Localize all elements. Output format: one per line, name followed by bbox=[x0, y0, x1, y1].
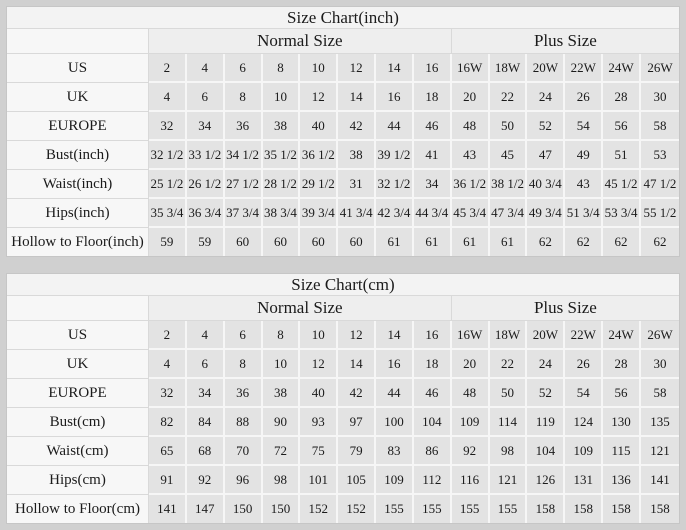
row-label: EUROPE bbox=[7, 112, 149, 141]
row-label: US bbox=[7, 321, 149, 350]
size-cell: 68 bbox=[187, 437, 225, 466]
size-cell: 32 bbox=[149, 379, 187, 408]
size-cell: 10 bbox=[263, 350, 301, 379]
size-cell: 41 3/4 bbox=[338, 199, 376, 228]
size-cell: 34 bbox=[187, 112, 225, 141]
group-header-row bbox=[7, 29, 679, 54]
row-label: Hollow to Floor(inch) bbox=[7, 228, 149, 256]
size-cell: 34 bbox=[187, 379, 225, 408]
size-cell: 62 bbox=[603, 228, 641, 256]
table-row bbox=[7, 199, 679, 228]
table-row bbox=[7, 466, 679, 495]
size-cell: 24W bbox=[603, 54, 641, 83]
table-row bbox=[7, 321, 679, 350]
size-cell: 155 bbox=[414, 495, 452, 523]
size-cell: 16 bbox=[376, 83, 414, 112]
size-cell: 44 3/4 bbox=[414, 199, 452, 228]
size-cell: 30 bbox=[641, 83, 679, 112]
size-cell: 18 bbox=[414, 350, 452, 379]
size-cell: 6 bbox=[187, 350, 225, 379]
group-header: Normal Size bbox=[149, 296, 452, 321]
size-cell: 112 bbox=[414, 466, 452, 495]
size-cell: 37 3/4 bbox=[225, 199, 263, 228]
size-cell: 4 bbox=[187, 54, 225, 83]
size-cell: 59 bbox=[149, 228, 187, 256]
size-cell: 36 1/2 bbox=[452, 170, 490, 199]
size-cell: 61 bbox=[490, 228, 528, 256]
size-cell: 36 bbox=[225, 112, 263, 141]
size-cell: 24 bbox=[527, 350, 565, 379]
size-cell: 121 bbox=[641, 437, 679, 466]
size-cell: 62 bbox=[641, 228, 679, 256]
size-cell: 35 1/2 bbox=[263, 141, 301, 170]
row-label: Hips(cm) bbox=[7, 466, 149, 495]
size-cell: 98 bbox=[490, 437, 528, 466]
size-cell: 158 bbox=[603, 495, 641, 523]
size-cell: 141 bbox=[149, 495, 187, 523]
table-row bbox=[7, 228, 679, 256]
size-cell: 59 bbox=[187, 228, 225, 256]
size-cell: 61 bbox=[376, 228, 414, 256]
size-cell: 35 3/4 bbox=[149, 199, 187, 228]
size-cell: 24W bbox=[603, 321, 641, 350]
size-cell: 10 bbox=[263, 83, 301, 112]
size-cell: 8 bbox=[225, 350, 263, 379]
size-cell: 48 bbox=[452, 112, 490, 141]
size-cell: 14 bbox=[338, 350, 376, 379]
size-cell: 12 bbox=[338, 321, 376, 350]
size-cell: 51 bbox=[603, 141, 641, 170]
size-cell: 31 bbox=[338, 170, 376, 199]
table-row bbox=[7, 112, 679, 141]
table-row bbox=[7, 170, 679, 199]
size-cell: 55 1/2 bbox=[641, 199, 679, 228]
size-cell: 12 bbox=[338, 54, 376, 83]
size-cell: 105 bbox=[338, 466, 376, 495]
table-row bbox=[7, 437, 679, 466]
table-row bbox=[7, 141, 679, 170]
size-cell: 12 bbox=[300, 83, 338, 112]
size-cell: 158 bbox=[641, 495, 679, 523]
size-cell: 18W bbox=[490, 321, 528, 350]
size-cell: 20W bbox=[527, 321, 565, 350]
size-cell: 109 bbox=[565, 437, 603, 466]
table-title: Size Chart(inch) bbox=[7, 7, 679, 29]
size-cell: 150 bbox=[263, 495, 301, 523]
size-cell: 50 bbox=[490, 379, 528, 408]
size-cell: 16 bbox=[376, 350, 414, 379]
size-cell: 92 bbox=[452, 437, 490, 466]
size-cell: 56 bbox=[603, 379, 641, 408]
size-cell: 88 bbox=[225, 408, 263, 437]
size-chart-cm bbox=[6, 273, 680, 524]
size-cell: 155 bbox=[376, 495, 414, 523]
size-cell: 47 3/4 bbox=[490, 199, 528, 228]
size-cell: 38 bbox=[338, 141, 376, 170]
size-cell: 47 bbox=[527, 141, 565, 170]
size-cell: 20 bbox=[452, 83, 490, 112]
size-cell: 60 bbox=[225, 228, 263, 256]
table-row bbox=[7, 379, 679, 408]
size-cell: 46 bbox=[414, 379, 452, 408]
size-cell: 2 bbox=[149, 321, 187, 350]
size-cell: 16W bbox=[452, 54, 490, 83]
size-cell: 90 bbox=[263, 408, 301, 437]
size-cell: 28 bbox=[603, 350, 641, 379]
row-label: US bbox=[7, 54, 149, 83]
size-cell: 18W bbox=[490, 54, 528, 83]
size-cell: 104 bbox=[414, 408, 452, 437]
size-cell: 39 1/2 bbox=[376, 141, 414, 170]
table-row bbox=[7, 495, 679, 523]
size-cell: 24 bbox=[527, 83, 565, 112]
size-cell: 124 bbox=[565, 408, 603, 437]
size-cell: 114 bbox=[490, 408, 528, 437]
size-cell: 32 bbox=[149, 112, 187, 141]
size-cell: 27 1/2 bbox=[225, 170, 263, 199]
size-cell: 61 bbox=[414, 228, 452, 256]
size-chart-table bbox=[6, 6, 680, 257]
size-cell: 28 1/2 bbox=[263, 170, 301, 199]
size-cell: 38 bbox=[263, 379, 301, 408]
size-cell: 62 bbox=[527, 228, 565, 256]
corner-cell bbox=[7, 29, 149, 54]
size-cell: 53 bbox=[641, 141, 679, 170]
size-cell: 130 bbox=[603, 408, 641, 437]
row-label: Hollow to Floor(cm) bbox=[7, 495, 149, 523]
size-cell: 135 bbox=[641, 408, 679, 437]
size-cell: 75 bbox=[300, 437, 338, 466]
size-cell: 16W bbox=[452, 321, 490, 350]
size-cell: 152 bbox=[338, 495, 376, 523]
size-cell: 116 bbox=[452, 466, 490, 495]
size-cell: 92 bbox=[187, 466, 225, 495]
group-header-row bbox=[7, 296, 679, 321]
size-cell: 121 bbox=[490, 466, 528, 495]
size-cell: 14 bbox=[338, 83, 376, 112]
size-cell: 158 bbox=[565, 495, 603, 523]
size-cell: 42 3/4 bbox=[376, 199, 414, 228]
size-cell: 25 1/2 bbox=[149, 170, 187, 199]
size-cell: 49 3/4 bbox=[527, 199, 565, 228]
table-row bbox=[7, 83, 679, 112]
size-cell: 26 bbox=[565, 83, 603, 112]
size-cell: 46 bbox=[414, 112, 452, 141]
size-cell: 86 bbox=[414, 437, 452, 466]
size-cell: 38 1/2 bbox=[490, 170, 528, 199]
table-title: Size Chart(cm) bbox=[7, 274, 679, 296]
size-cell: 101 bbox=[300, 466, 338, 495]
size-cell: 44 bbox=[376, 112, 414, 141]
size-cell: 83 bbox=[376, 437, 414, 466]
size-cell: 36 1/2 bbox=[300, 141, 338, 170]
size-cell: 8 bbox=[263, 321, 301, 350]
size-cell: 18 bbox=[414, 83, 452, 112]
size-cell: 42 bbox=[338, 379, 376, 408]
size-cell: 22 bbox=[490, 83, 528, 112]
size-cell: 93 bbox=[300, 408, 338, 437]
row-label: Bust(cm) bbox=[7, 408, 149, 437]
size-cell: 42 bbox=[338, 112, 376, 141]
size-cell: 16 bbox=[414, 321, 452, 350]
size-cell: 109 bbox=[452, 408, 490, 437]
size-cell: 50 bbox=[490, 112, 528, 141]
size-cell: 70 bbox=[225, 437, 263, 466]
size-chart-table bbox=[6, 273, 680, 524]
size-cell: 131 bbox=[565, 466, 603, 495]
size-cell: 109 bbox=[376, 466, 414, 495]
row-label: EUROPE bbox=[7, 379, 149, 408]
title-row bbox=[7, 274, 679, 296]
size-cell: 43 bbox=[565, 170, 603, 199]
size-cell: 20W bbox=[527, 54, 565, 83]
size-cell: 49 bbox=[565, 141, 603, 170]
size-cell: 34 bbox=[414, 170, 452, 199]
size-cell: 36 bbox=[225, 379, 263, 408]
size-cell: 26 bbox=[565, 350, 603, 379]
size-cell: 62 bbox=[565, 228, 603, 256]
size-chart-inch bbox=[6, 6, 680, 257]
row-label: Waist(inch) bbox=[7, 170, 149, 199]
group-header: Normal Size bbox=[149, 29, 452, 54]
size-cell: 26W bbox=[641, 54, 679, 83]
row-label: Hips(inch) bbox=[7, 199, 149, 228]
size-cell: 150 bbox=[225, 495, 263, 523]
size-cell: 65 bbox=[149, 437, 187, 466]
size-cell: 79 bbox=[338, 437, 376, 466]
size-cell: 58 bbox=[641, 112, 679, 141]
size-cell: 58 bbox=[641, 379, 679, 408]
size-cell: 12 bbox=[300, 350, 338, 379]
size-cell: 52 bbox=[527, 379, 565, 408]
size-cell: 4 bbox=[149, 83, 187, 112]
size-cell: 38 3/4 bbox=[263, 199, 301, 228]
size-cell: 136 bbox=[603, 466, 641, 495]
size-cell: 14 bbox=[376, 321, 414, 350]
size-cell: 60 bbox=[338, 228, 376, 256]
size-cell: 45 bbox=[490, 141, 528, 170]
size-cell: 45 3/4 bbox=[452, 199, 490, 228]
row-label: UK bbox=[7, 83, 149, 112]
size-cell: 6 bbox=[225, 54, 263, 83]
size-cell: 10 bbox=[300, 54, 338, 83]
size-cell: 10 bbox=[300, 321, 338, 350]
size-cell: 44 bbox=[376, 379, 414, 408]
size-cell: 126 bbox=[527, 466, 565, 495]
size-cell: 4 bbox=[187, 321, 225, 350]
size-cell: 100 bbox=[376, 408, 414, 437]
size-cell: 141 bbox=[641, 466, 679, 495]
row-label: Bust(inch) bbox=[7, 141, 149, 170]
row-label: Waist(cm) bbox=[7, 437, 149, 466]
size-cell: 22W bbox=[565, 54, 603, 83]
row-label: UK bbox=[7, 350, 149, 379]
size-cell: 26 1/2 bbox=[187, 170, 225, 199]
table-row bbox=[7, 408, 679, 437]
size-cell: 48 bbox=[452, 379, 490, 408]
size-cell: 40 bbox=[300, 379, 338, 408]
size-cell: 40 3/4 bbox=[527, 170, 565, 199]
size-cell: 104 bbox=[527, 437, 565, 466]
size-cell: 6 bbox=[187, 83, 225, 112]
size-cell: 14 bbox=[376, 54, 414, 83]
size-cell: 2 bbox=[149, 54, 187, 83]
size-cell: 41 bbox=[414, 141, 452, 170]
size-cell: 32 1/2 bbox=[376, 170, 414, 199]
size-cell: 26W bbox=[641, 321, 679, 350]
size-cell: 36 3/4 bbox=[187, 199, 225, 228]
size-cell: 45 1/2 bbox=[603, 170, 641, 199]
size-cell: 54 bbox=[565, 112, 603, 141]
size-cell: 115 bbox=[603, 437, 641, 466]
size-cell: 56 bbox=[603, 112, 641, 141]
table-row bbox=[7, 350, 679, 379]
group-header: Plus Size bbox=[452, 29, 679, 54]
size-cell: 6 bbox=[225, 321, 263, 350]
size-cell: 22 bbox=[490, 350, 528, 379]
size-cell: 152 bbox=[300, 495, 338, 523]
size-cell: 61 bbox=[452, 228, 490, 256]
size-cell: 98 bbox=[263, 466, 301, 495]
size-cell: 29 1/2 bbox=[300, 170, 338, 199]
size-cell: 47 1/2 bbox=[641, 170, 679, 199]
size-cell: 147 bbox=[187, 495, 225, 523]
size-cell: 97 bbox=[338, 408, 376, 437]
size-cell: 33 1/2 bbox=[187, 141, 225, 170]
size-cell: 158 bbox=[527, 495, 565, 523]
size-cell: 155 bbox=[452, 495, 490, 523]
table-row bbox=[7, 54, 679, 83]
size-cell: 91 bbox=[149, 466, 187, 495]
size-cell: 72 bbox=[263, 437, 301, 466]
corner-cell bbox=[7, 296, 149, 321]
size-cell: 51 3/4 bbox=[565, 199, 603, 228]
size-cell: 20 bbox=[452, 350, 490, 379]
size-cell: 60 bbox=[300, 228, 338, 256]
size-cell: 82 bbox=[149, 408, 187, 437]
size-cell: 43 bbox=[452, 141, 490, 170]
size-cell: 34 1/2 bbox=[225, 141, 263, 170]
size-cell: 96 bbox=[225, 466, 263, 495]
size-cell: 53 3/4 bbox=[603, 199, 641, 228]
size-cell: 30 bbox=[641, 350, 679, 379]
size-cell: 54 bbox=[565, 379, 603, 408]
size-cell: 22W bbox=[565, 321, 603, 350]
size-cell: 4 bbox=[149, 350, 187, 379]
size-cell: 40 bbox=[300, 112, 338, 141]
size-cell: 28 bbox=[603, 83, 641, 112]
group-header: Plus Size bbox=[452, 296, 679, 321]
size-cell: 8 bbox=[263, 54, 301, 83]
title-row bbox=[7, 7, 679, 29]
size-cell: 39 3/4 bbox=[300, 199, 338, 228]
size-cell: 84 bbox=[187, 408, 225, 437]
size-cell: 16 bbox=[414, 54, 452, 83]
size-cell: 38 bbox=[263, 112, 301, 141]
size-cell: 8 bbox=[225, 83, 263, 112]
size-cell: 52 bbox=[527, 112, 565, 141]
size-cell: 60 bbox=[263, 228, 301, 256]
size-cell: 32 1/2 bbox=[149, 141, 187, 170]
size-cell: 155 bbox=[490, 495, 528, 523]
size-cell: 119 bbox=[527, 408, 565, 437]
